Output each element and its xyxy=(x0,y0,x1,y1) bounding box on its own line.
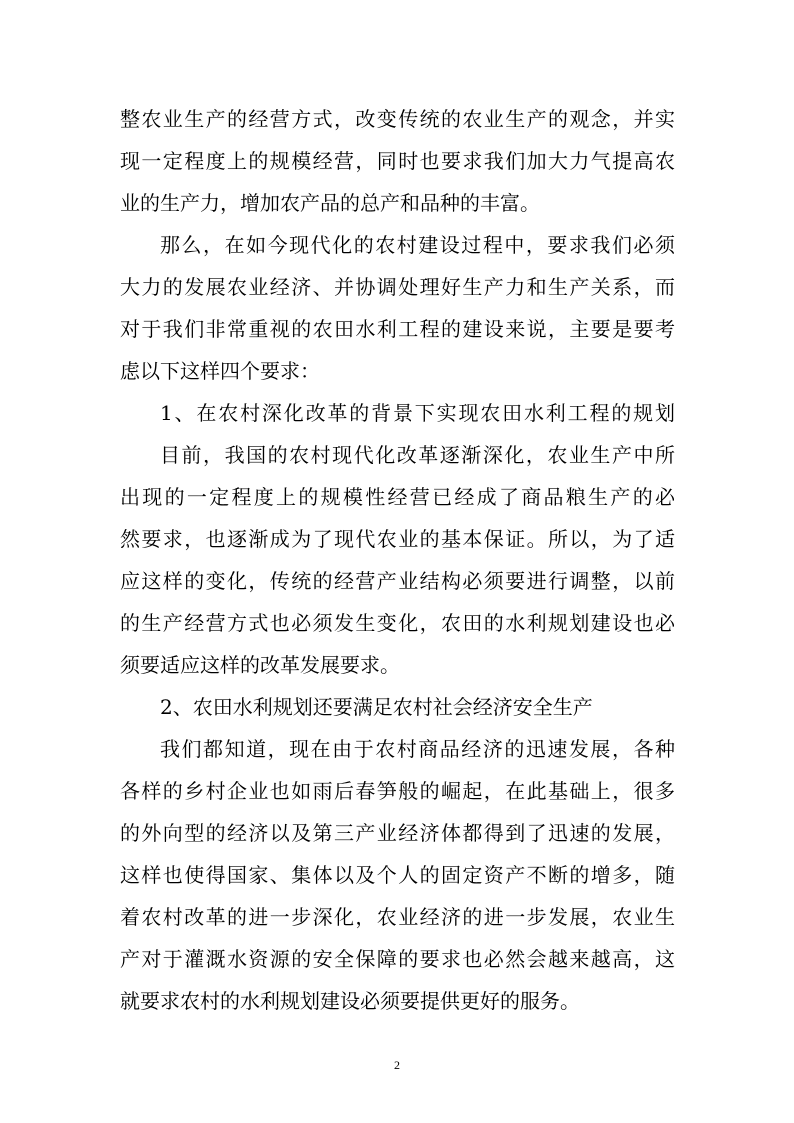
text-line-4: 那么，在如今现代化的农村建设过程中，要求我们必须 xyxy=(160,233,675,257)
text-line-11: 然要求，也逐渐成为了现代农业的基本保证。所以，为了适 xyxy=(120,527,675,551)
text-line-21: 产对于灌溉水资源的安全保障的要求也必然会越来越高，这 xyxy=(120,947,675,971)
section-heading-2: 2、农田水利规划还要满足农村社会经济安全生产 xyxy=(160,695,593,719)
text-line-3: 业的生产力，增加农产品的总产和品种的丰富。 xyxy=(120,191,540,215)
text-line-16: 我们都知道，现在由于农村商品经济的迅速发展，各种 xyxy=(160,737,675,761)
text-line-17: 各样的乡村企业也如雨后春笋般的崛起，在此基础上，很多 xyxy=(120,779,675,803)
text-line-13: 的生产经营方式也必须发生变化，农田的水利规划建设也必 xyxy=(120,611,675,635)
text-line-6: 对于我们非常重视的农田水利工程的建设来说，主要是要考 xyxy=(120,317,675,341)
text-line-9: 目前，我国的农村现代化改革逐渐深化，农业生产中所 xyxy=(160,443,675,467)
text-line-12: 应这样的变化，传统的经营产业结构必须要进行调整，以前 xyxy=(120,569,675,593)
text-line-7: 虑以下这样四个要求： xyxy=(120,359,320,383)
text-line-22: 就要求农村的水利规划建设必须要提供更好的服务。 xyxy=(120,989,580,1013)
text-line-20: 着农村改革的进一步深化，农业经济的进一步发展，农业生 xyxy=(120,905,675,929)
text-line-5: 大力的发展农业经济、并协调处理好生产力和生产关系，而 xyxy=(120,275,675,299)
section-heading-1: 1、在农村深化改革的背景下实现农田水利工程的规划 xyxy=(160,401,675,425)
page-number: 2 xyxy=(394,1058,400,1072)
text-line-10: 出现的一定程度上的规模性经营已经成了商品粮生产的必 xyxy=(120,485,675,509)
text-line-1: 整农业生产的经营方式，改变传统的农业生产的观念，并实 xyxy=(120,107,675,131)
text-line-18: 的外向型的经济以及第三产业经济体都得到了迅速的发展， xyxy=(120,821,675,845)
text-line-2: 现一定程度上的规模经营，同时也要求我们加大力气提高农 xyxy=(120,149,675,173)
text-line-19: 这样也使得国家、集体以及个人的固定资产不断的增多，随 xyxy=(120,863,675,887)
text-line-14: 须要适应这样的改革发展要求。 xyxy=(120,653,400,677)
